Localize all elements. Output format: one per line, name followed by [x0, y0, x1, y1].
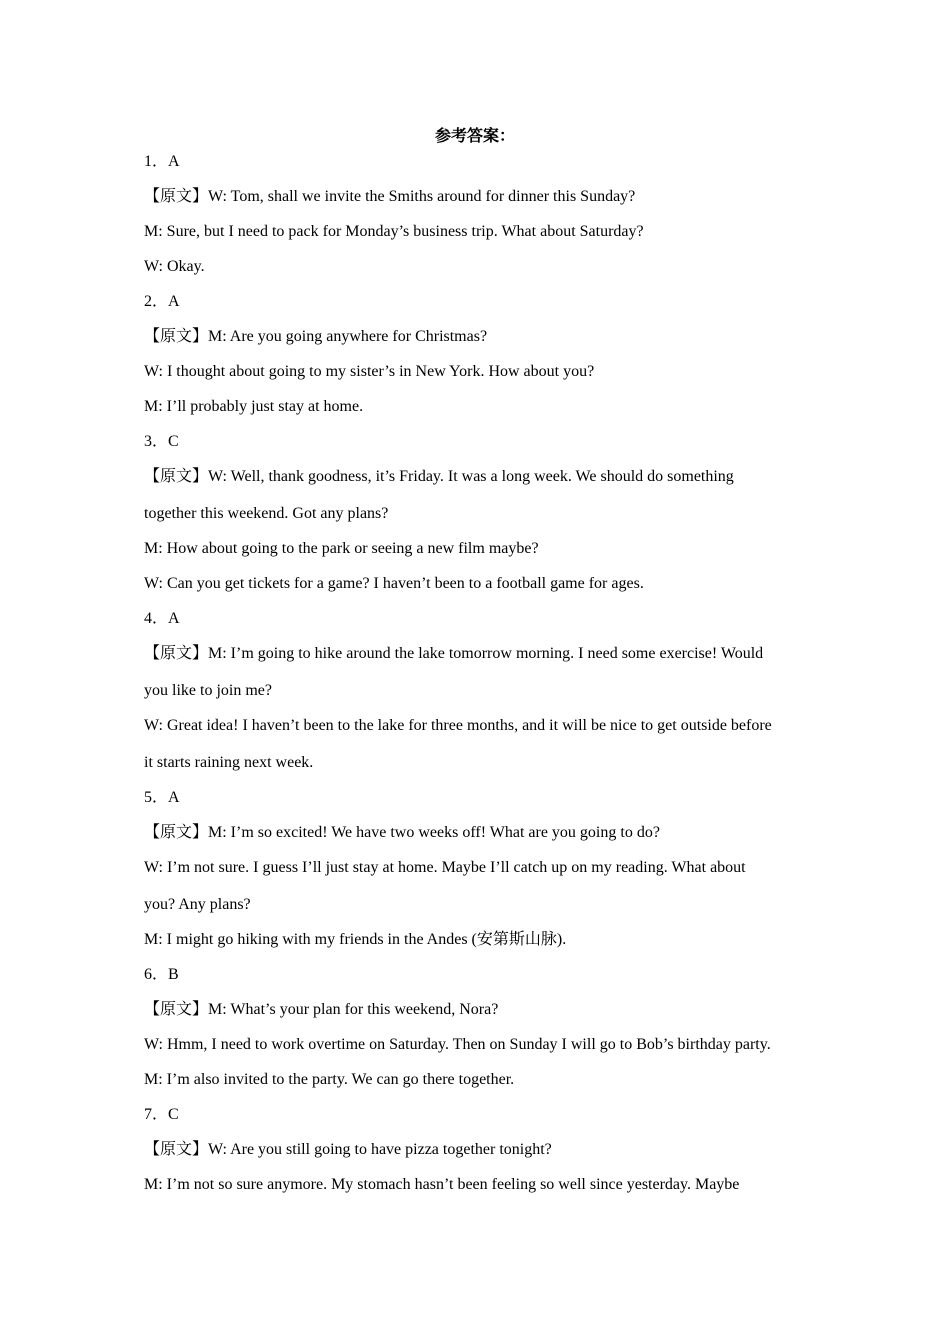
transcript-line: M: I’ll probably just stay at home.	[144, 398, 364, 415]
answer-number-2: 2．A	[144, 293, 180, 310]
transcript-line: M: I’m also invited to the party. We can go there together.	[144, 1071, 515, 1088]
transcript-line: 【原文】W: Tom, shall we invite the Smiths around for dinner this Sunday?	[144, 188, 636, 205]
transcript-line: M: How about going to the park or seeing a new film maybe?	[144, 540, 539, 557]
transcript-line: 【原文】M: What’s your plan for this weekend, Nora?	[144, 1001, 499, 1018]
answer-number-4: 4．A	[144, 610, 180, 627]
transcript-line: M: Sure, but I need to pack for Monday’s business trip. What about Saturday?	[144, 223, 644, 240]
answer-number-1: 1．A	[144, 153, 180, 170]
transcript-line: W: Great idea! I haven’t been to the lake for three months, and it will be nice to get outside before	[144, 717, 772, 734]
answer-number-7: 7．C	[144, 1106, 179, 1123]
page-title: 参考答案：	[434, 128, 515, 145]
transcript-line: M: I might go hiking with my friends in the Andes (安第斯山脉).	[144, 931, 567, 948]
transcript-line: W: Hmm, I need to work overtime on Saturday. Then on Sunday I will go to Bob’s birthday party.	[144, 1036, 771, 1053]
transcript-line: 【原文】M: I’m so excited! We have two weeks off! What are you going to do?	[144, 824, 660, 841]
transcript-line: W: Can you get tickets for a game? I haven’t been to a football game for ages.	[144, 575, 644, 592]
transcript-line: W: I’m not sure. I guess I’ll just stay at home. Maybe I’ll catch up on my reading. What about	[144, 859, 746, 876]
transcript-line: 【原文】M: I’m going to hike around the lake tomorrow morning. I need some exercise! Would	[144, 645, 764, 662]
transcript-line: 【原文】M: Are you going anywhere for Christmas?	[144, 328, 488, 345]
answer-content	[144, 150, 806, 1208]
transcript-line: you? Any plans?	[144, 896, 251, 913]
answer-number-5: 5．A	[144, 789, 180, 806]
transcript-line: you like to join me?	[144, 682, 272, 699]
transcript-line: 【原文】W: Well, thank goodness, it’s Friday. It was a long week. We should do something	[144, 468, 734, 485]
transcript-line: W: Okay.	[144, 258, 205, 275]
transcript-line: M: I’m not so sure anymore. My stomach hasn’t been feeling so well since yesterday. Maybe	[144, 1176, 740, 1193]
transcript-line: it starts raining next week.	[144, 754, 314, 771]
answer-number-6: 6．B	[144, 966, 179, 983]
answer-number-3: 3．C	[144, 433, 179, 450]
transcript-line: together this weekend. Got any plans?	[144, 505, 389, 522]
transcript-line: W: I thought about going to my sister’s in New York. How about you?	[144, 363, 595, 380]
transcript-line: 【原文】W: Are you still going to have pizza together tonight?	[144, 1141, 552, 1158]
